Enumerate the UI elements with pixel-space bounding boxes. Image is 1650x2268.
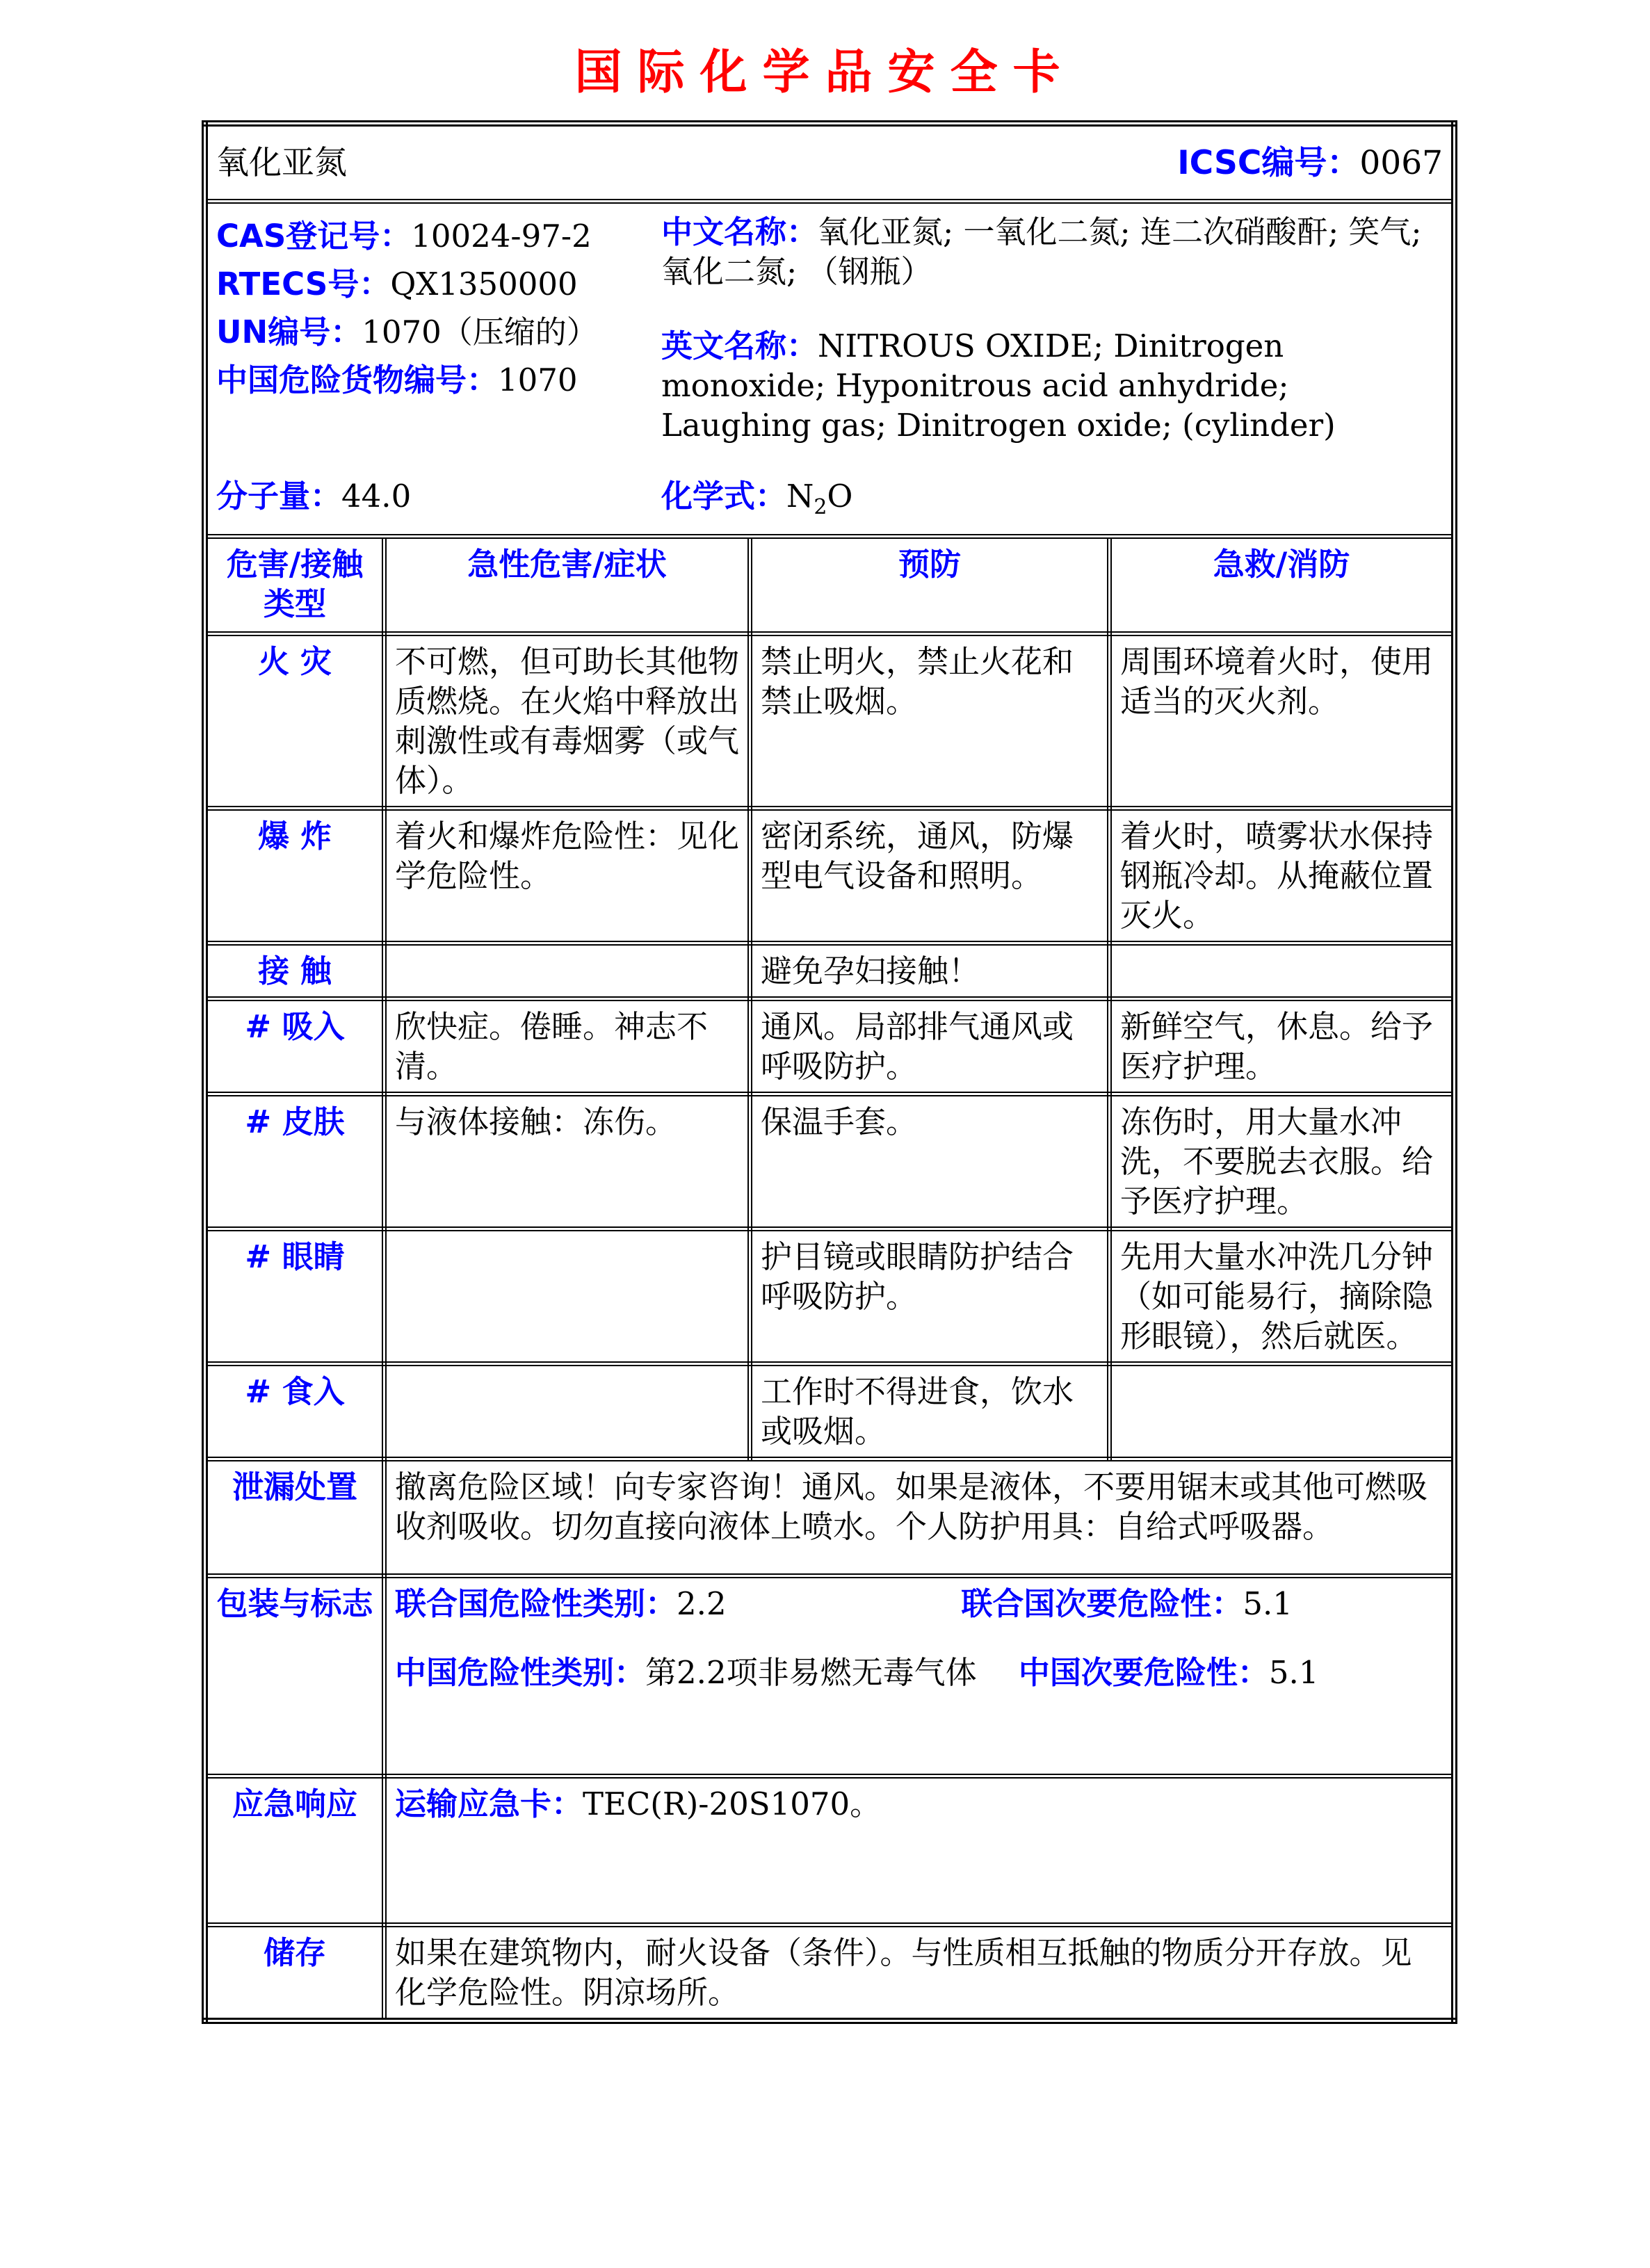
emergency-response-row (205, 1776, 1455, 1925)
storage-text: 如果在建筑物内，耐火设备（条件）。与性质相互抵触的物质分开存放。见化学危险性。阴凉场所。 (385, 1925, 1455, 2021)
eyes-response-cell: 先用大量水冲洗几分钟（如可能易行，摘除隐形眼镜），然后就医。 (1110, 1229, 1455, 1364)
skin-type-cell: # 皮肤 (205, 1094, 385, 1229)
tec-card-label: 运输应急卡： (395, 1785, 583, 1822)
icsc-card-table (202, 120, 1457, 2024)
header-first-aid: 急救/消防 (1110, 537, 1455, 634)
header-hazard-type: 危害/接触 类型 (205, 537, 385, 634)
hazard-row-skin (205, 1094, 1455, 1229)
skin-symptoms-cell: 与液体接触：冻伤。 (385, 1094, 750, 1229)
fire-type-cell: 火 灾 (205, 634, 385, 809)
spill-disposal-label: 泄漏处置 (205, 1459, 385, 1576)
ingestion-type-cell: # 食入 (205, 1364, 385, 1459)
fire-response-cell: 周围环境着火时，使用适当的灭火剂。 (1110, 634, 1455, 809)
eyes-symptoms-cell (385, 1229, 750, 1364)
card-header-row (205, 124, 1455, 202)
un-number-line (216, 308, 661, 356)
inhalation-response-cell: 新鲜空气，休息。给予医疗护理。 (1110, 999, 1455, 1094)
chemical-formula-line (661, 476, 1443, 531)
emergency-response-label: 应急响应 (205, 1776, 385, 1925)
icsc-number-label: ICSC编号： (1177, 143, 1360, 182)
un-number-value: 1070（压缩的） (362, 314, 598, 350)
un-subrisk-value: 5.1 (1243, 1585, 1293, 1622)
packaging-content (385, 1576, 1455, 1776)
spill-disposal-text: 撤离危险区域！向专家咨询！通风。如果是液体，不要用锯末或其他可燃吸收剂吸收。切勿直接向液体上喷水。个人防护用具：自给式呼吸器。 (385, 1459, 1455, 1576)
cas-number-line (216, 212, 661, 260)
rtecs-number-label: RTECS号： (216, 266, 391, 302)
explosion-symptoms-cell: 着火和爆炸危险性：见化学危险性。 (385, 809, 750, 943)
ingestion-symptoms-cell (385, 1364, 750, 1459)
identification-cell (205, 202, 1455, 537)
formula-tail: O (827, 478, 853, 515)
hazard-row-inhalation (205, 999, 1455, 1094)
cn-subrisk-value: 5.1 (1268, 1654, 1319, 1691)
skin-prevention-cell: 保温手套。 (750, 1094, 1110, 1229)
eyes-prevention-cell: 护目镜或眼睛防护结合呼吸防护。 (750, 1229, 1110, 1364)
packaging-row (205, 1576, 1455, 1776)
cn-hazard-line (395, 1653, 1443, 1692)
cn-class-value: 第2.2项非易燃无毒气体 (645, 1654, 977, 1691)
substance-name: 氧化亚氮 (216, 143, 347, 182)
exposure-symptoms-cell (385, 943, 750, 999)
un-hazard-line (395, 1584, 1443, 1623)
explosion-prevention-cell: 密闭系统，通风，防爆型电气设备和照明。 (750, 809, 1110, 943)
molecular-weight-label: 分子量： (216, 478, 342, 515)
identification-row (205, 202, 1455, 537)
english-name-paragraph (661, 326, 1443, 445)
molecular-weight-value: 44.0 (341, 478, 412, 515)
inhalation-type-cell: # 吸入 (205, 999, 385, 1094)
hazard-row-fire (205, 634, 1455, 809)
hazard-row-ingestion (205, 1364, 1455, 1459)
english-name-value: NITROUS OXIDE; Dinitrogen monoxide; Hyponitrous acid anhydride; Laughing gas; Dinitrogen oxide; (cylinder) (661, 327, 1336, 444)
formula-subscript: 2 (814, 495, 827, 519)
registry-numbers (216, 212, 661, 476)
hazard-row-eyes (205, 1229, 1455, 1364)
packaging-label: 包装与标志 (205, 1576, 385, 1776)
emergency-response-content (385, 1776, 1455, 1925)
tec-card-value: TEC(R)-20S1070。 (583, 1785, 882, 1822)
page-title: 国际化学品安全卡 (574, 45, 1076, 100)
exposure-response-cell (1110, 943, 1455, 999)
card-header-cell (205, 124, 1455, 202)
china-dg-number-line (216, 356, 661, 404)
cas-number-value: 10024-97-2 (411, 218, 592, 254)
fire-symptoms-cell: 不可燃，但可助长其他物质燃烧。在火焰中释放出刺激性或有毒烟雾（或气体）。 (385, 634, 750, 809)
exposure-prevention-cell: 避免孕妇接触！ (750, 943, 1110, 999)
storage-label: 储存 (205, 1925, 385, 2021)
ingestion-response-cell (1110, 1364, 1455, 1459)
spill-disposal-row (205, 1459, 1455, 1576)
formula-base: N (786, 478, 814, 515)
icsc-document-page (0, 35, 1650, 2268)
chinese-name-paragraph (661, 212, 1443, 291)
explosion-type-cell: 爆 炸 (205, 809, 385, 943)
fire-prevention-cell: 禁止明火，禁止火花和禁止吸烟。 (750, 634, 1110, 809)
header-prevention: 预防 (750, 537, 1110, 634)
inhalation-prevention-cell: 通风。局部排气通风或呼吸防护。 (750, 999, 1110, 1094)
hazard-row-explosion (205, 809, 1455, 943)
un-number-label: UN编号： (216, 314, 362, 350)
substance-names (661, 212, 1443, 476)
skin-response-cell: 冻伤时，用大量水冲洗，不要脱去衣服。给予医疗护理。 (1110, 1094, 1455, 1229)
english-name-label: 英文名称： (661, 327, 818, 364)
china-dg-number-label: 中国危险货物编号： (216, 362, 499, 398)
explosion-response-cell: 着火时，喷雾状水保持钢瓶冷却。从掩蔽位置灭火。 (1110, 809, 1455, 943)
cn-subrisk-label: 中国次要危险性： (1018, 1654, 1269, 1691)
china-dg-number-value: 1070 (498, 362, 578, 398)
molecular-weight-line (216, 476, 661, 531)
rtecs-number-line (216, 260, 661, 308)
un-class-label: 联合国危险性类别： (395, 1585, 677, 1622)
rtecs-number-value: QX1350000 (390, 266, 578, 302)
hazard-row-exposure (205, 943, 1455, 999)
chinese-name-label: 中文名称： (661, 213, 818, 250)
chemical-formula-label: 化学式： (661, 478, 787, 515)
un-subrisk-label: 联合国次要危险性： (961, 1585, 1243, 1622)
eyes-type-cell: # 眼睛 (205, 1229, 385, 1364)
cn-class-label: 中国危险性类别： (395, 1654, 646, 1691)
exposure-type-cell: 接 触 (205, 943, 385, 999)
hazard-header-row (205, 537, 1455, 634)
un-class-value: 2.2 (677, 1585, 727, 1622)
icsc-number-value: 0067 (1359, 143, 1443, 182)
storage-row (205, 1925, 1455, 2021)
inhalation-symptoms-cell: 欣快症。倦睡。神志不清。 (385, 999, 750, 1094)
cas-number-label: CAS登记号： (216, 218, 412, 254)
ingestion-prevention-cell: 工作时不得进食，饮水或吸烟。 (750, 1364, 1110, 1459)
header-acute-hazards: 急性危害/症状 (385, 537, 750, 634)
chinese-name-value: 氧化亚氮; 一氧化二氮; 连二次硝酸酐; 笑气; 氧化二氮; （钢瓶） (661, 213, 1422, 290)
